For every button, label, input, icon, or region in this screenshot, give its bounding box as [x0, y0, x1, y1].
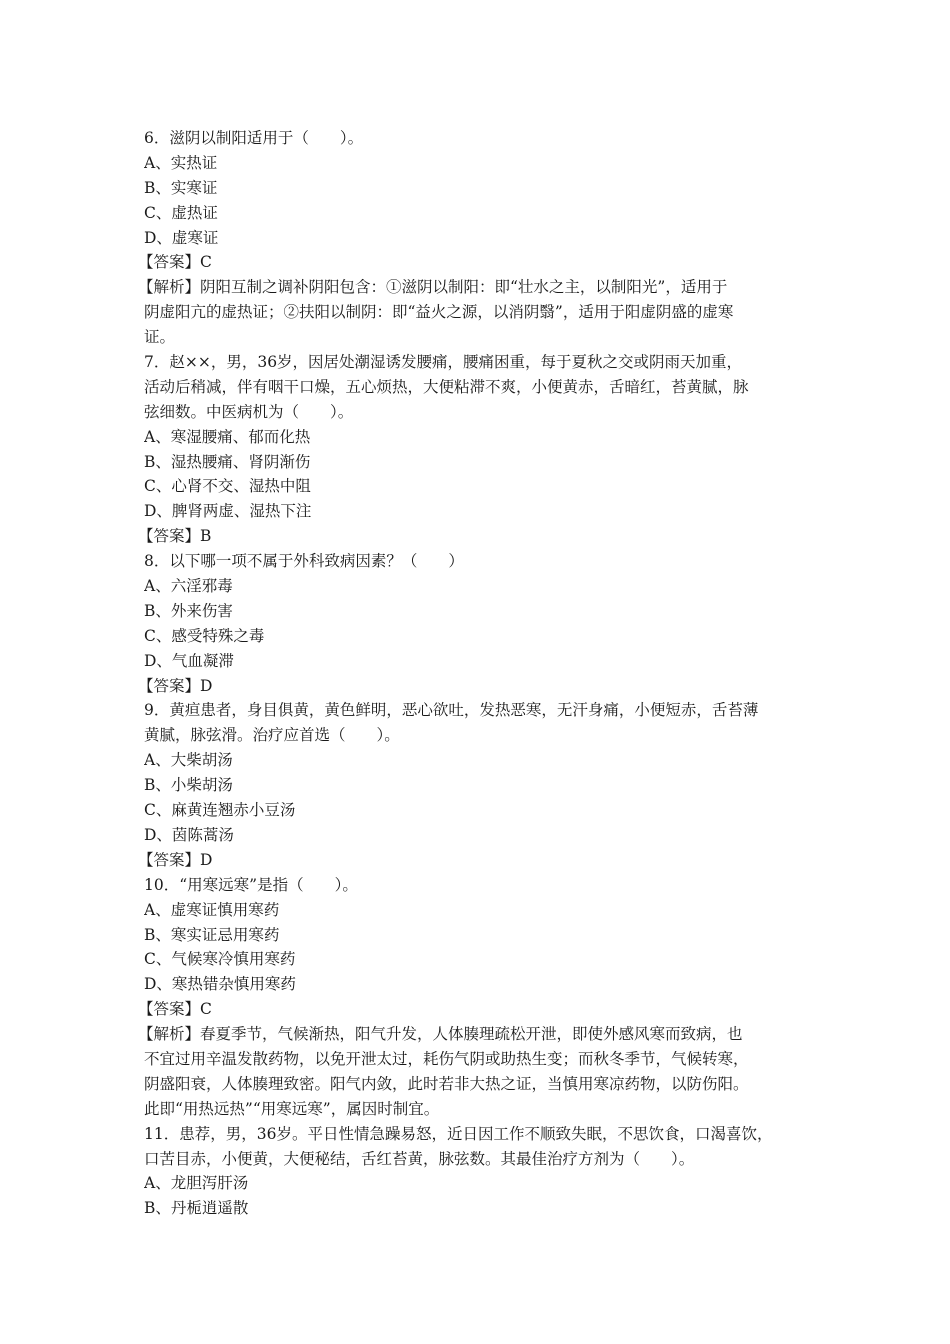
- question-8-option-d: D、气血凝滞: [144, 651, 234, 670]
- question-6-explanation-line-2: 阴虚阳亢的虚热证；②扶阳以制阴：即“益火之源，以消阴翳”，适用于阳虚阴盛的虚寒: [144, 303, 734, 322]
- question-9-option-b: B、小柴胡汤: [144, 776, 233, 795]
- question-9-stem-line-1: 9．黄疸患者，身目俱黄，黄色鲜明，恶心欲吐，发热恶寒，无汗身痛，小便短赤，舌苔薄: [144, 701, 759, 720]
- question-10-explanation-line-2: 不宜过用辛温发散药物，以免开泄太过，耗伤气阴或助热生变；而秋冬季节，气候转寒，: [144, 1049, 749, 1068]
- question-6-explanation-line-3: 证。: [144, 328, 176, 347]
- question-11-option-b: B、丹栀逍遥散: [144, 1199, 249, 1218]
- question-7-answer: 【答案】B: [138, 527, 212, 546]
- question-10-option-d: D、寒热错杂慎用寒药: [144, 975, 296, 994]
- question-11-stem-line-2: 口苦目赤，小便黄，大便秘结，舌红苔黄，脉弦数。其最佳治疗方剂为（ ）。: [144, 1149, 695, 1168]
- question-9-option-c: C、麻黄连翘赤小豆汤: [144, 801, 296, 820]
- question-10-answer: 【答案】C: [138, 1000, 212, 1019]
- question-7-option-a: A、寒湿腰痛、郁而化热: [144, 427, 311, 446]
- question-10-explanation-line-4: 此即“用热远热”“用寒远寒”，属因时制宜。: [144, 1099, 440, 1118]
- question-7-option-b: B、湿热腰痛、肾阴渐伤: [144, 452, 311, 471]
- question-10-option-c: C、气候寒冷慎用寒药: [144, 950, 296, 969]
- question-6-option-d: D、虚寒证: [144, 228, 219, 247]
- question-6-explanation-line-1: 【解析】阴阳互制之调补阴阳包含：①滋阴以制阳：即“壮水之主，以制阳光”，适用于: [138, 278, 728, 297]
- question-7-stem-line-2: 活动后稍减，伴有咽干口燥，五心烦热，大便粘滞不爽，小便黄赤，舌暗红，苔黄腻，脉: [144, 377, 749, 396]
- question-10-explanation-line-1: 【解析】春夏季节，气候渐热，阳气升发，人体腠理疏松开泄，即使外感风寒而致病，也: [138, 1025, 743, 1044]
- question-10-stem: 10．“用寒远寒”是指（ ）。: [144, 875, 358, 894]
- question-10-option-b: B、寒实证忌用寒药: [144, 925, 280, 944]
- question-6-option-a: A、实热证: [144, 153, 218, 172]
- question-7-stem-line-1: 7．赵××，男，36岁，因居处潮湿诱发腰痛，腰痛困重，每于夏秋之交或阴雨天加重，: [144, 353, 743, 372]
- question-8-option-c: C、感受特殊之毒: [144, 626, 265, 645]
- question-7-stem-line-3: 弦细数。中医病机为（ ）。: [144, 402, 354, 421]
- question-8-stem: 8．以下哪一项不属于外科致病因素？（ ）: [144, 552, 464, 571]
- question-10-option-a: A、虚寒证慎用寒药: [144, 900, 280, 919]
- question-6-option-c: C、虚热证: [144, 203, 218, 222]
- question-6-answer: 【答案】C: [138, 253, 212, 272]
- question-7-option-d: D、脾肾两虚、湿热下注: [144, 502, 312, 521]
- question-10-explanation-line-3: 阴盛阳衰，人体腠理致密。阳气内敛，此时若非大热之证，当慎用寒凉药物，以防伤阳。: [144, 1074, 749, 1093]
- question-8-answer: 【答案】D: [138, 676, 213, 695]
- document-page: [138, 126, 814, 1221]
- question-6-stem: 6．滋阴以制阳适用于（ ）。: [144, 129, 364, 147]
- question-11-stem-line-1: 11．患荐，男，36岁。平日性情急躁易怒，近日因工作不顺致失眠，不思饮食，口渴喜饮，: [144, 1124, 773, 1143]
- question-9-option-a: A、大柴胡汤: [144, 751, 233, 770]
- question-8-option-b: B、外来伤害: [144, 601, 233, 620]
- question-7-option-c: C、心肾不交、湿热中阻: [144, 477, 311, 496]
- question-6-option-b: B、实寒证: [144, 178, 218, 197]
- question-9-answer: 【答案】D: [138, 850, 213, 869]
- question-8-option-a: A、六淫邪毒: [144, 577, 233, 596]
- question-9-option-d: D、茵陈蒿汤: [144, 825, 234, 844]
- question-11-option-a: A、龙胆泻肝汤: [144, 1174, 249, 1193]
- question-9-stem-line-2: 黄腻，脉弦滑。治疗应首选（ ）。: [144, 726, 400, 745]
